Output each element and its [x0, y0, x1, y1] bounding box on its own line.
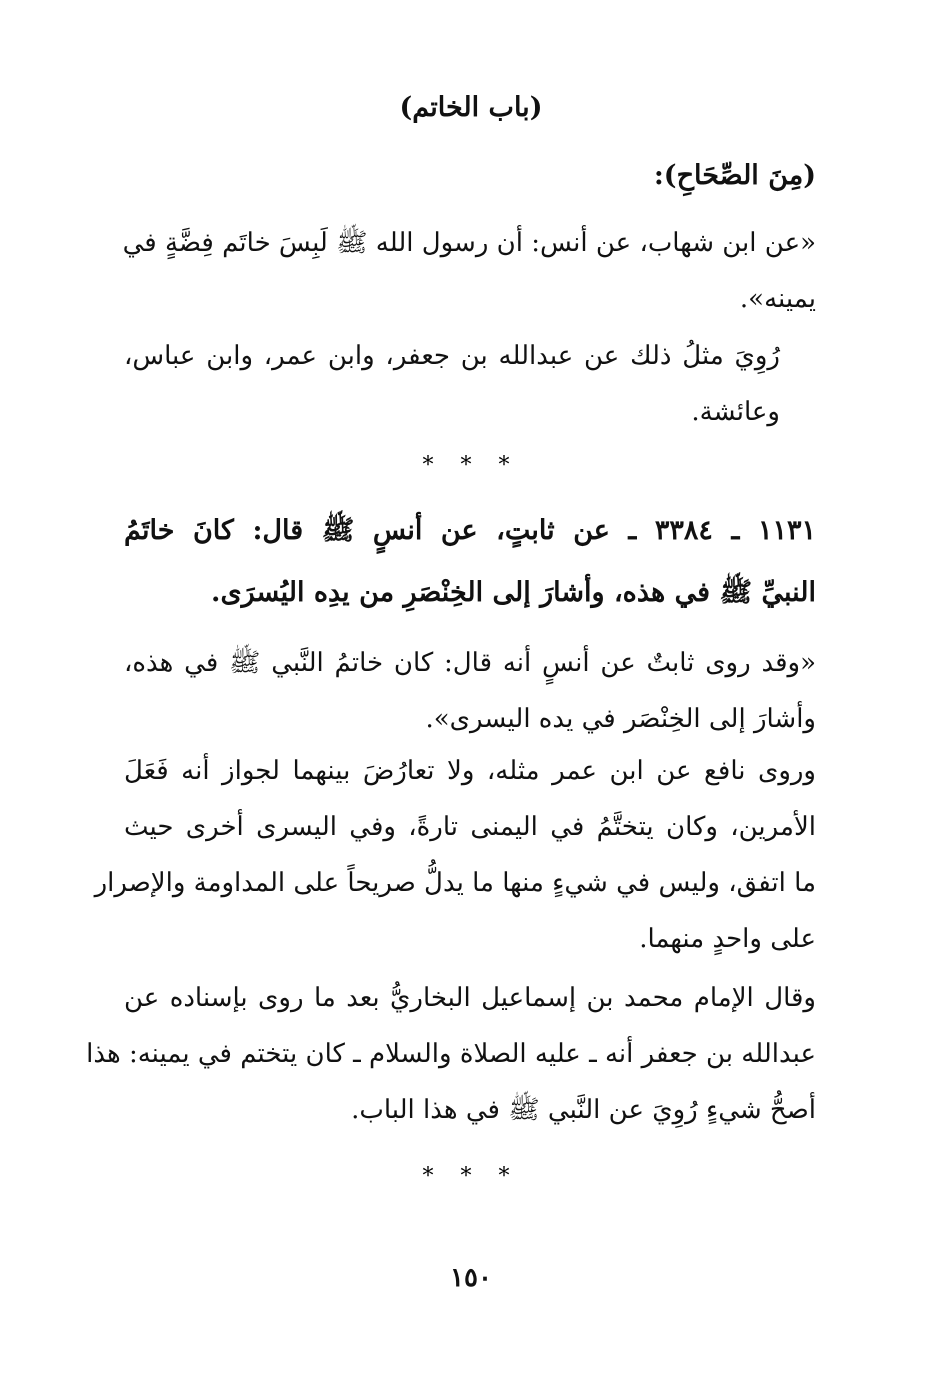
text-line: وقال الإمام محمد بن إسماعيل البخاريُّ بعد ما روى بإسناده عن — [124, 983, 816, 1013]
paragraph-narrators — [124, 328, 816, 440]
hadith-text — [124, 500, 816, 624]
text-line: ١١٣١ ـ ٣٣٨٤ ـ عن ثابتٍ، عن أنسٍ ﷺ قال: كانَ خاتَمُ — [124, 515, 816, 546]
text-line: يمينه». — [739, 284, 816, 314]
section-heading: (مِنَ الصِّحَاحِ): — [653, 160, 816, 191]
text-line: النبيِّ ﷺ في هذه، وأشارَ إلى الخِنْصَرِ من يدِه اليُسرَى. — [211, 577, 816, 608]
paragraph-bukhari — [86, 970, 816, 1138]
text-line: الأمرين، وكان يتختَّمُ في اليمنى تارةً، وفي اليسرى أخرى حيث — [124, 812, 816, 842]
section-separator: * * * — [422, 453, 520, 478]
text-line: أصحُّ شيءٍ رُوِيَ عن النَّبي ﷺ في هذا الباب. — [351, 1095, 816, 1125]
text-line: «وقد روى ثابتٌ عن أنسٍ أنه قال: كان خاتمُ النَّبي ﷺ في هذه، — [124, 648, 816, 678]
chapter-title: (باب الخاتم) — [399, 92, 543, 123]
section-separator: * * * — [422, 1164, 520, 1189]
text-line: على واحدٍ منهما. — [639, 924, 816, 954]
page-number: ١٥٠ — [450, 1263, 492, 1293]
paragraph-thabit-narration — [124, 635, 816, 747]
paragraph-anas-hadith — [124, 215, 816, 327]
paragraph-commentary — [94, 743, 816, 967]
text-line: وأشارَ إلى الخِنْصَر في يده اليسرى». — [425, 704, 816, 734]
text-line: رُوِيَ مثلُ ذلك عن عبدالله بن جعفر، وابن عمر، وابن عباس، — [124, 341, 780, 371]
text-line: وروى نافع عن ابن عمر مثله، ولا تعارُضَ بينهما لجواز أنه فَعَلَ — [124, 756, 816, 786]
text-line: «عن ابن شهاب، عن أنس: أن رسول الله ﷺ لَبِسَ خاتَم فِضَّةٍ في — [122, 228, 816, 258]
text-line: عبدالله بن جعفر أنه ـ عليه الصلاة والسلام ـ كان يتختم في يمينه: هذا — [86, 1039, 816, 1069]
text-line: ما اتفق، وليس في شيءٍ منها ما يدلُّ صريحاً على المداومة والإصرار — [94, 868, 816, 898]
text-line: وعائشة. — [691, 397, 780, 427]
